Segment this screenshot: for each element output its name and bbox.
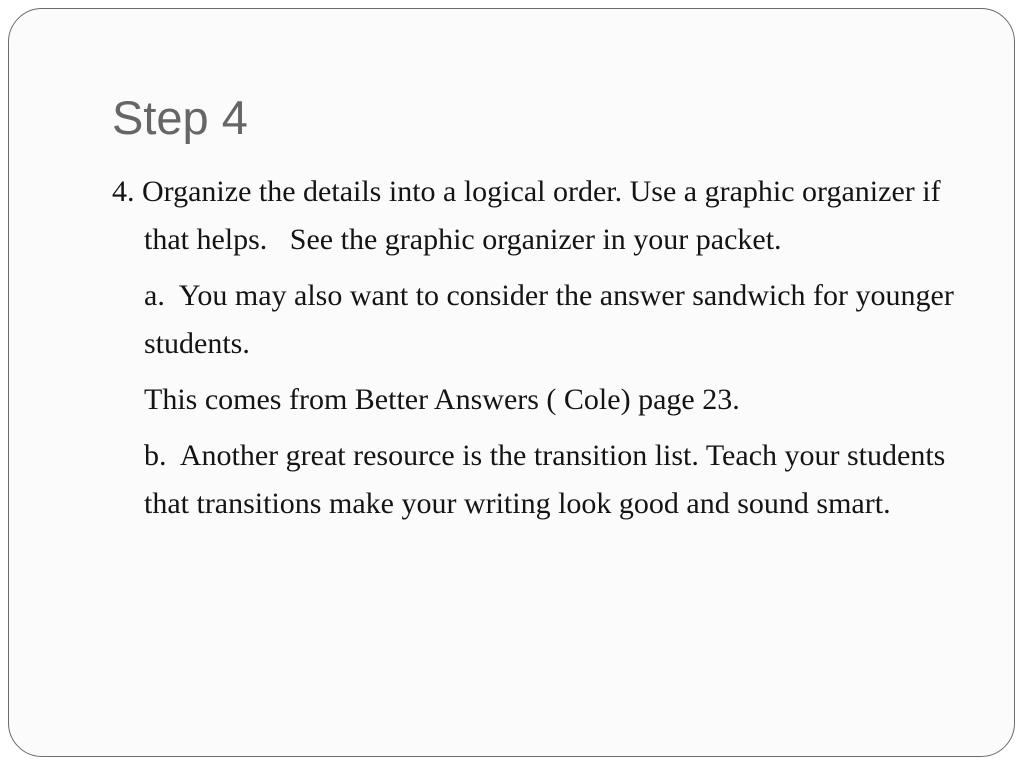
sub-point-a: a. You may also want to consider the answer sandwich for younger students. [144, 279, 962, 360]
slide-title: Step 4 [112, 91, 248, 144]
sub-point-b: b. Another great resource is the transition list. Teach your students that transitions make your writing look good and sound smart. [144, 439, 953, 520]
slide-body [112, 168, 982, 528]
step-4-main-point: 4. Organize the details into a logical order. Use a graphic organizer if that helps. See the graphic organizer in your packet. [112, 175, 949, 256]
source-note: This comes from Better Answers ( Cole) page 23. [144, 383, 740, 416]
